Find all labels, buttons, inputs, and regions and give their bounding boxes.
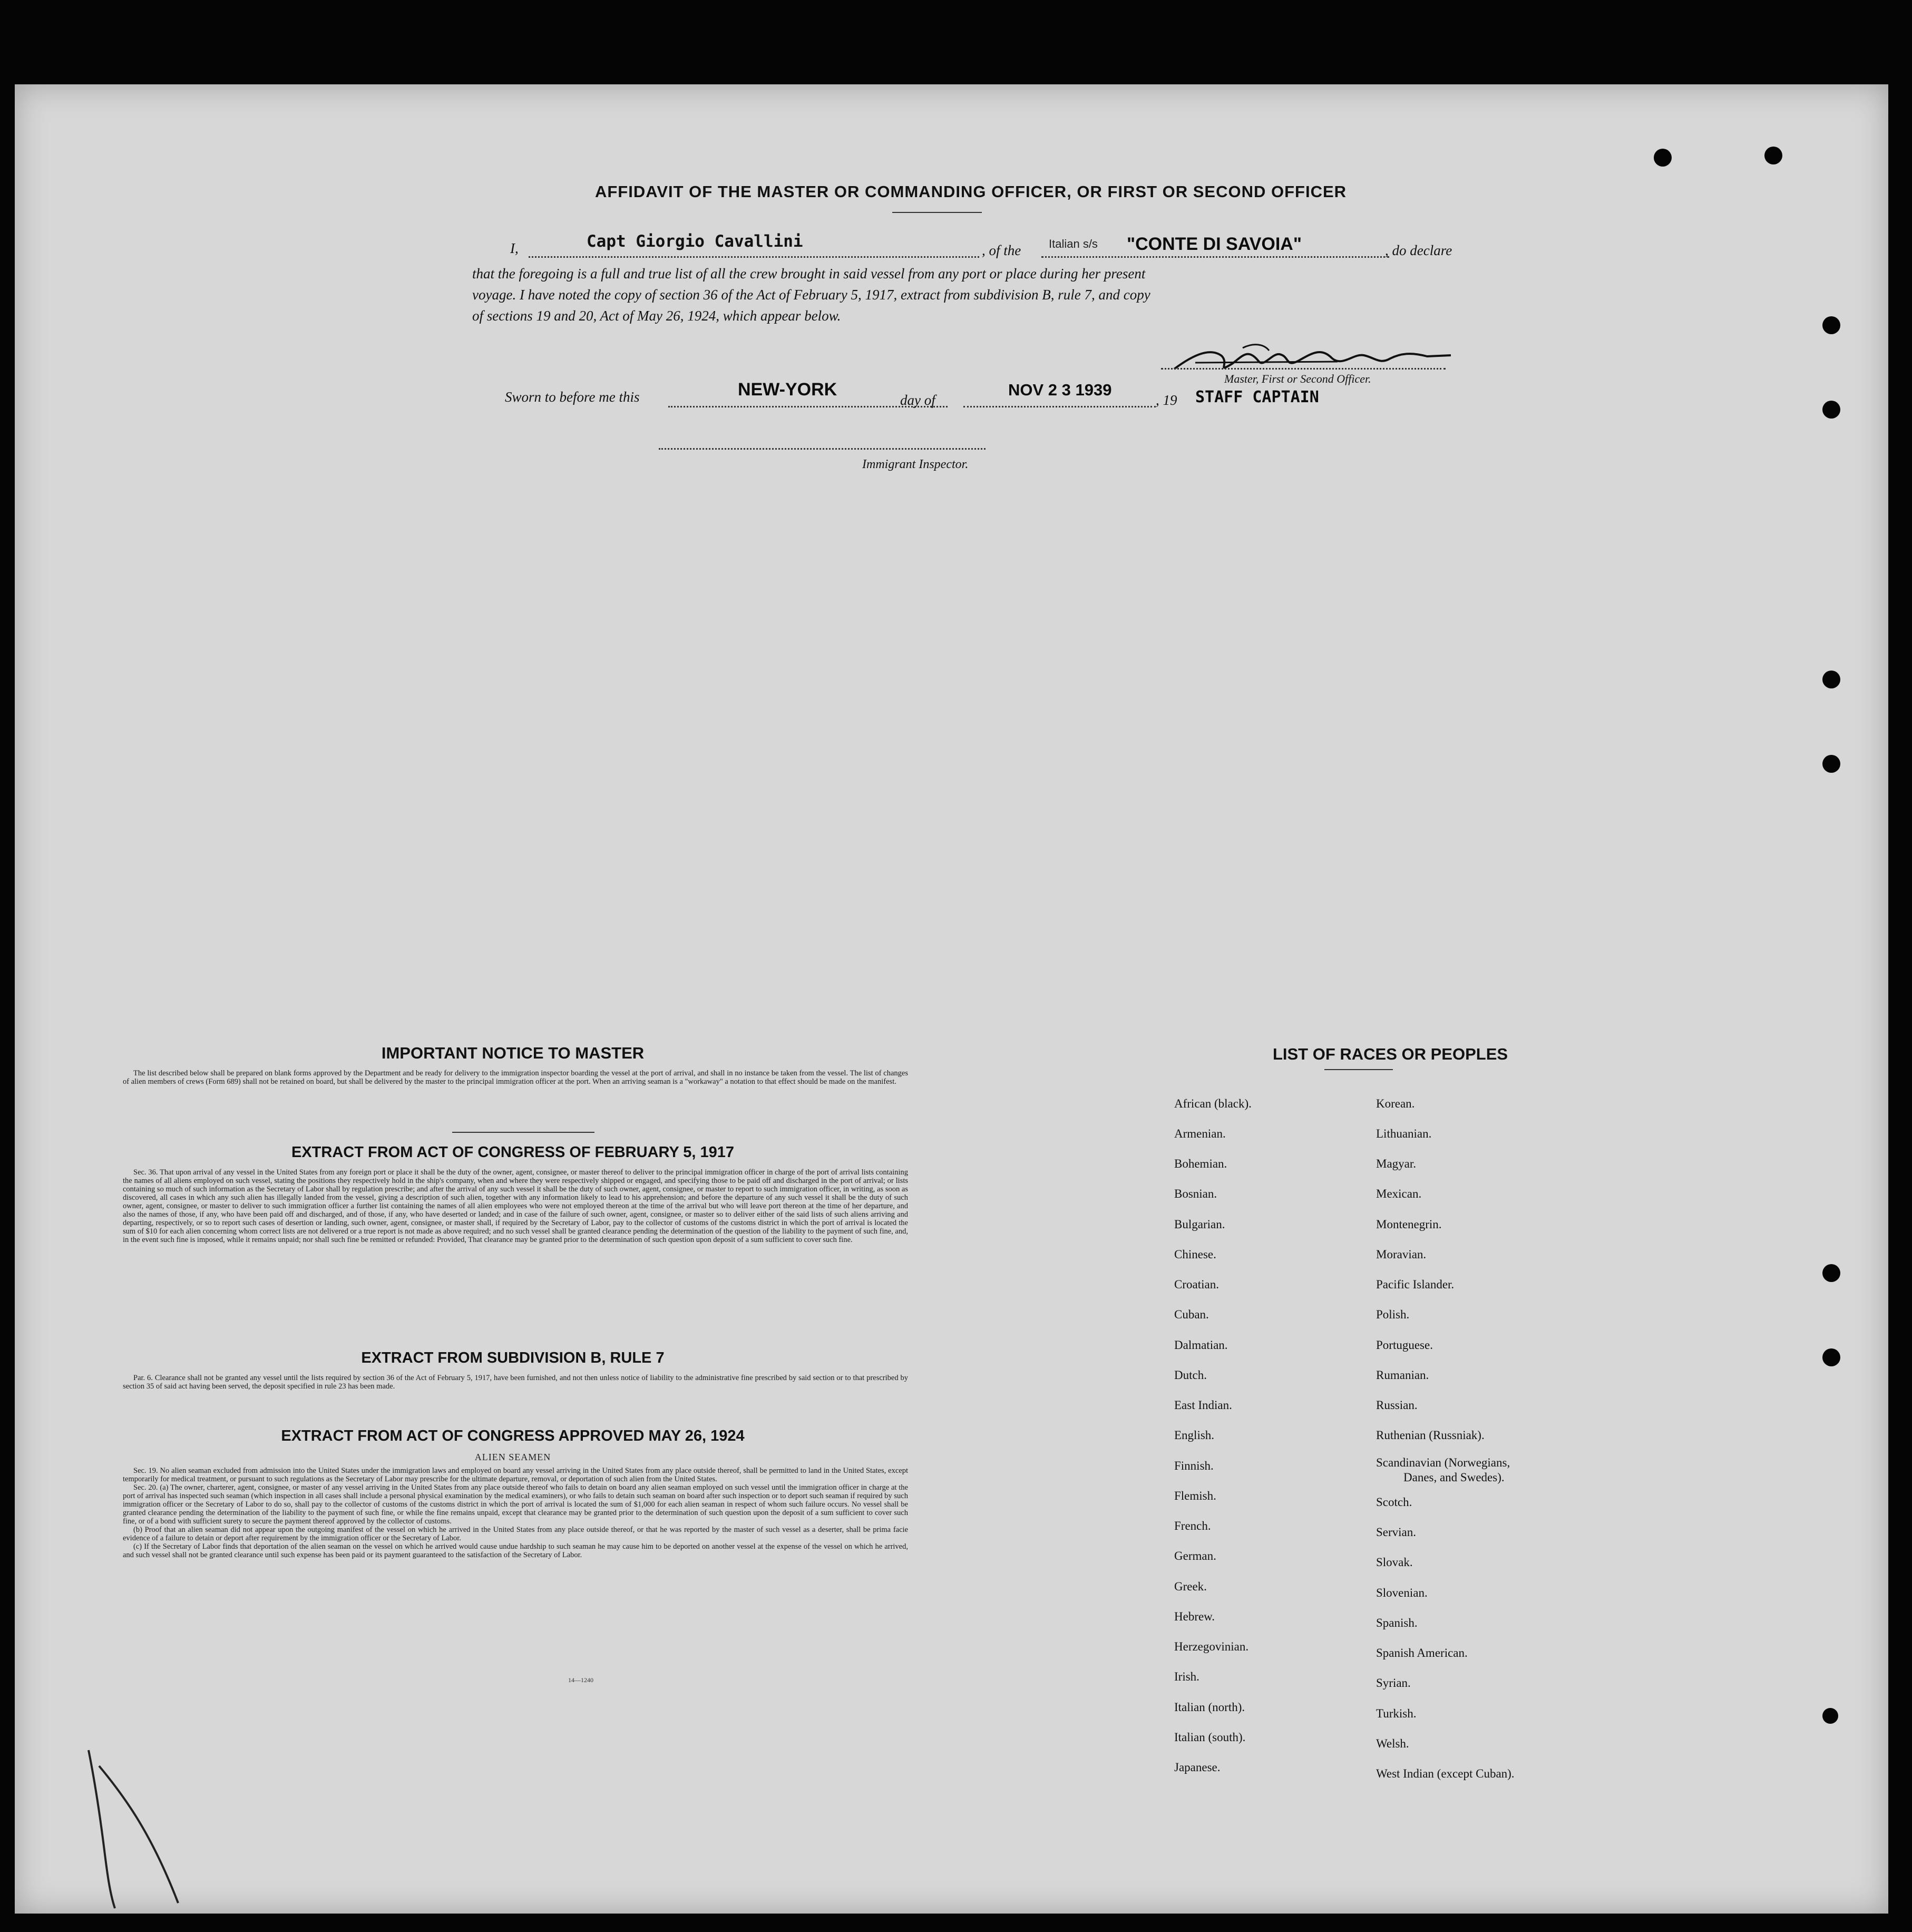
signature-line bbox=[1161, 368, 1446, 370]
alien-seamen-subtitle: ALIEN SEAMEN bbox=[474, 1452, 551, 1462]
binder-hole bbox=[1654, 149, 1672, 167]
race-item: Irish. bbox=[1174, 1670, 1199, 1683]
race-item: Rumanian. bbox=[1376, 1368, 1429, 1382]
race-item: English. bbox=[1174, 1429, 1215, 1442]
race-item: Flemish. bbox=[1174, 1489, 1216, 1502]
races-title-underline bbox=[1324, 1069, 1393, 1070]
vessel-blank-line bbox=[1041, 256, 1389, 258]
inspector-label: Immigrant Inspector. bbox=[862, 458, 969, 471]
extract-1917-text-block bbox=[123, 1168, 908, 1244]
race-item: Croatian. bbox=[1174, 1278, 1219, 1291]
race-item: Slovak. bbox=[1376, 1556, 1413, 1569]
binder-hole bbox=[1822, 1264, 1840, 1282]
race-item: Bulgarian. bbox=[1174, 1218, 1225, 1231]
race-item: French. bbox=[1174, 1519, 1211, 1532]
race-item: Lithuanian. bbox=[1376, 1127, 1432, 1140]
sworn-date: NOV 2 3 1939 bbox=[1008, 381, 1112, 399]
race-item: Montenegrin. bbox=[1376, 1218, 1442, 1231]
binder-hole bbox=[1822, 755, 1840, 773]
race-item: Portuguese. bbox=[1376, 1338, 1433, 1352]
race-item: Ruthenian (Russniak). bbox=[1376, 1429, 1485, 1442]
race-item: West Indian (except Cuban). bbox=[1376, 1767, 1515, 1780]
race-item: Dutch. bbox=[1174, 1368, 1207, 1382]
pen-mark bbox=[78, 1745, 194, 1914]
binder-hole bbox=[1822, 1348, 1840, 1366]
affiant-pronoun: I, bbox=[510, 240, 519, 256]
race-item: African (black). bbox=[1174, 1097, 1252, 1110]
race-item: Slovenian. bbox=[1376, 1586, 1428, 1599]
race-item: Hebrew. bbox=[1174, 1610, 1215, 1623]
race-item: Bohemian. bbox=[1174, 1157, 1227, 1170]
race-item: Spanish. bbox=[1376, 1616, 1418, 1629]
date-blank-line bbox=[963, 406, 1156, 407]
section-20b-paragraph: (b) Proof that an alien seaman did not appear upon the outgoing manifest of the vessel on which he arrived in the United States from any place outside thereof, or that he was reported by the master of such vessel as a deserter, shall be prima facie evidence of a failure to detain or deport after requirement by the immigration officer or the Secretary of Labor. bbox=[123, 1526, 908, 1542]
race-item: Welsh. bbox=[1376, 1737, 1409, 1750]
race-item: Cuban. bbox=[1174, 1308, 1209, 1321]
vessel-name: "CONTE DI SAVOIA" bbox=[1127, 234, 1302, 254]
race-item: Turkish. bbox=[1376, 1707, 1417, 1720]
race-item: Bosnian. bbox=[1174, 1187, 1217, 1200]
section-divider bbox=[452, 1132, 594, 1133]
master-title-label: Master, First or Second Officer. bbox=[1224, 372, 1371, 385]
binder-hole bbox=[1822, 671, 1840, 688]
extract-rule7-title: EXTRACT FROM SUBDIVISION B, RULE 7 bbox=[361, 1350, 665, 1366]
races-title: LIST OF RACES OR PEOPLES bbox=[1272, 1045, 1508, 1063]
section-36-paragraph: Sec. 36. That upon arrival of any vessel in the United States from any foreign port or place it shall be the duty of the owner, agent, consignee, or master thereof to deliver to the principal immigration officer in charge of the port of arrival lists containing the names of all aliens employed on such vessel, stating the positions they respectively hold in the ship's company, when and where they were respectively shipped or engaged, and specifying those to be paid off and discharged in the port of arrival; or lists containing so much of such information as the Secretary of Labor shall by regulation prescribe; and after the arrival of any such vessel it shall be the duty of such owner, agent, consignee, or master to report to such immigration officer, in writing, as soon as discovered, all cases in which any such alien has illegally landed from the vessel, giving a description of such alien, together with any information likely to lead to his apprehension; and before the departure of any such vessel it shall be the duty of such owner, agent, consignee, or master to deliver to such immigration officer a further list containing the names of all alien employees who were not employed thereon at the time of the arrival but who will leave port thereon at the time of her departure, and also the names of those, if any, who have been paid off and discharged, and of those, if any, who have deserted or landed; and in case of the failure of such owner, agent, consignee, or master so to deliver either of the said lists of such aliens arriving and departing, respectively, or so to report such cases of desertion or landing, such owner, agent, consignee, or master shall, if required by the Secretary of Labor, pay to the collector of customs of the customs district in which the port of arrival is located the sum of $10 for each alien concerning whom correct lists are not delivered or a true report is not made as above required; and no such vessel shall be granted clearance pending the determination of the question of the liability to the payment of such fine, and, in the event such fine is imposed, while it remains unpaid; nor shall such fine be remitted or refunded: Provided, That clearance may be granted prior to the determination of such question upon deposit of a sum sufficient to cover such fine. bbox=[123, 1168, 908, 1244]
notice-paragraph: The list described below shall be prepared on blank forms approved by the Department and be ready for delivery to the immigration inspector boarding the vessel at the port of arrival, and shall in no instance be taken from the vessel. The list of changes of alien members of crews (Form 689) shall not be retained on board, but shall be delivered by the master to the principal immigration officer at the port. When an arriving seaman is a "workaway" a notation to that effect should be made on the manifest. bbox=[123, 1069, 908, 1086]
extract-1924-text-block bbox=[123, 1467, 908, 1559]
race-item: Syrian. bbox=[1376, 1676, 1411, 1690]
race-item: Magyar. bbox=[1376, 1157, 1417, 1170]
extract-1924-title: EXTRACT FROM ACT OF CONGRESS APPROVED MAY 26, 1924 bbox=[281, 1428, 745, 1444]
document-sheet bbox=[15, 84, 1888, 1914]
race-item: Scandinavian (Norwegians, bbox=[1376, 1456, 1510, 1469]
affidavit-body-line-3: of sections 19 and 20, Act of May 26, 1924, which appear below. bbox=[472, 308, 841, 324]
title-underline bbox=[892, 212, 982, 213]
race-item: Chinese. bbox=[1174, 1248, 1216, 1261]
race-item: Italian (north). bbox=[1174, 1701, 1245, 1714]
race-item: Scotch. bbox=[1376, 1496, 1412, 1509]
affidavit-body-line-2: voyage. I have noted the copy of section 36 of the Act of February 5, 1917, extract from subdivision B, rule 7, and copy bbox=[472, 287, 1150, 303]
year-prefix: , 19 bbox=[1156, 392, 1177, 408]
extract-rule7-text-block bbox=[123, 1374, 908, 1391]
binder-hole bbox=[1822, 316, 1840, 334]
race-item: Polish. bbox=[1376, 1308, 1410, 1321]
rank-stamp: STAFF CAPTAIN bbox=[1195, 388, 1319, 406]
race-item: Moravian. bbox=[1376, 1248, 1427, 1261]
sworn-label: Sworn to before me this bbox=[505, 389, 640, 405]
race-item: Japanese. bbox=[1174, 1761, 1221, 1774]
vessel-prefix: Italian s/s bbox=[1049, 237, 1098, 250]
race-item: German. bbox=[1174, 1549, 1216, 1562]
affidavit-body-line-1: that the foregoing is a full and true list of all the crew brought in said vessel from any port or place during her present bbox=[472, 266, 1146, 281]
section-20a-paragraph: Sec. 20. (a) The owner, charterer, agent, consignee, or master of any vessel arriving in the United States from any place outside thereof who fails to detain on board any alien seaman employed on such vessel until the immigration officer in charge at the port of arrival has inspected such seaman (which inspection in all cases shall include a personal physical examination by the medical examiners), or who fails to detain such seaman on board after such inspection or to deport such seaman if required by such immigration officer or the Secretary of Labor to do so, shall pay to the collector of customs of the customs district in which the port of arrival is located the sum of $1,000 for each alien seaman in respect of whom such failure occurs. No vessel shall be granted clearance pending the determination of the liability to the payment of such fine, or while the fine remains unpaid, except that clearance may be granted prior to the determination of such question upon the deposit of a sum sufficient to cover such fine, or of a bond with sufficient surety to secure the payment thereof approved by the collector of customs. bbox=[123, 1483, 908, 1526]
race-item: Finnish. bbox=[1174, 1459, 1214, 1472]
race-item-continuation: Danes, and Swedes). bbox=[1403, 1471, 1505, 1484]
inspector-signature-line bbox=[659, 448, 986, 450]
notice-title: IMPORTANT NOTICE TO MASTER bbox=[381, 1044, 645, 1062]
race-item: Herzegovinian. bbox=[1174, 1640, 1249, 1653]
rule7-paragraph: Par. 6. Clearance shall not be granted any vessel until the lists required by section 36 of the Act of February 5, 1917, have been furnished, and not then unless notice of liability to the administrative fine prescribed by said section or to that prescribed by section 35 of said act having been served, the deposit specified in rule 23 has been made. bbox=[123, 1374, 908, 1391]
race-item: Mexican. bbox=[1376, 1187, 1422, 1200]
race-item: Italian (south). bbox=[1174, 1731, 1246, 1744]
bleed-through-text bbox=[352, 163, 362, 181]
binder-hole bbox=[1764, 147, 1782, 164]
name-blank-line bbox=[529, 256, 979, 258]
affidavit-title: AFFIDAVIT OF THE MASTER OR COMMANDING OFFICER, OR FIRST OR SECOND OFFICER bbox=[594, 182, 1347, 201]
section-19-paragraph: Sec. 19. No alien seaman excluded from admission into the United States under the immigration laws and employed on board any vessel arriving in the United States from any place outside thereof, shall be permitted to land in the United States, except temporarily for medical treatment, or pursuant to such regulations as the Secretary of Labor may prescribe for the ultimate departure, removal, or deportation of such alien from the United States. bbox=[123, 1467, 908, 1483]
race-item: Armenian. bbox=[1174, 1127, 1226, 1140]
day-of-label: day of bbox=[900, 392, 935, 408]
form-number: 14—1240 bbox=[568, 1676, 593, 1684]
race-item: Dalmatian. bbox=[1174, 1338, 1228, 1352]
master-name: Capt Giorgio Cavallini bbox=[587, 232, 803, 251]
notice-text-block bbox=[123, 1069, 908, 1086]
race-item: Servian. bbox=[1376, 1526, 1417, 1539]
extract-1917-title: EXTRACT FROM ACT OF CONGRESS OF FEBRUARY 5, 1917 bbox=[291, 1144, 735, 1161]
binder-hole bbox=[1822, 1708, 1838, 1724]
race-item: East Indian. bbox=[1174, 1399, 1232, 1412]
race-item: Korean. bbox=[1376, 1097, 1415, 1110]
race-item: Russian. bbox=[1376, 1399, 1418, 1412]
race-item: Greek. bbox=[1174, 1580, 1207, 1593]
declare-label: , do declare bbox=[1385, 242, 1452, 258]
section-20c-paragraph: (c) If the Secretary of Labor finds that deportation of the alien seaman on the vessel on which he arrived would cause undue hardship to such seaman he may cause him to be deported on another vessel at the expense of the vessel on which he arrived, and such vessel shall not be granted clearance until such expense has been paid or its payment guaranteed to the satisfaction of the Secretary of Labor. bbox=[123, 1542, 908, 1559]
race-item: Pacific Islander. bbox=[1376, 1278, 1455, 1291]
race-item: Spanish American. bbox=[1376, 1646, 1468, 1659]
binder-hole bbox=[1822, 401, 1840, 419]
sworn-place: NEW-YORK bbox=[738, 380, 837, 400]
of-the-label: , of the bbox=[982, 242, 1021, 258]
